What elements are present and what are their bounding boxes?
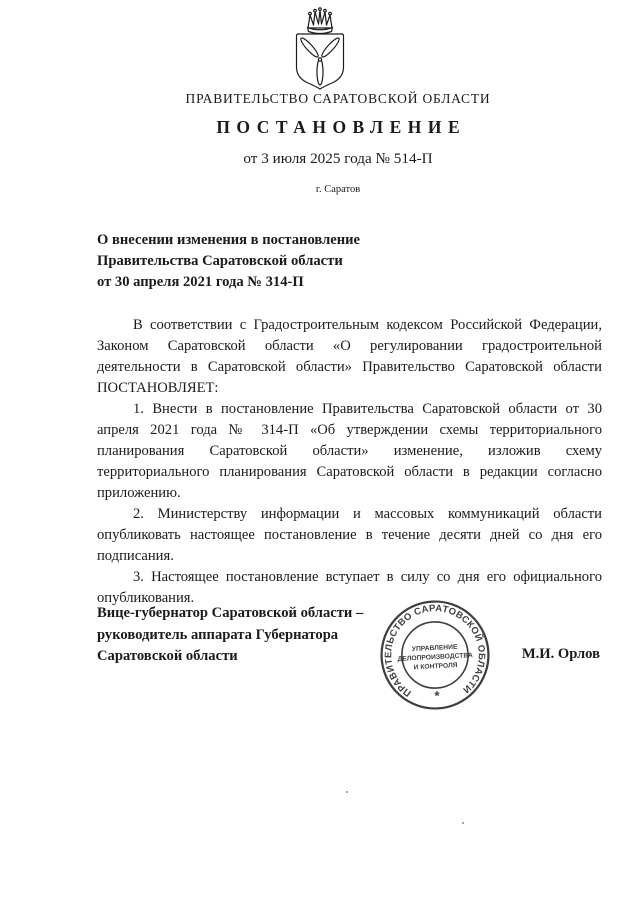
seal-center-line: ДЕЛОПРОИЗВОДСТВА: [397, 652, 473, 664]
signer-position-line: Вице-губернатор Саратовской области –: [97, 605, 364, 621]
scan-speck: [462, 822, 464, 824]
official-seal-stamp: [378, 598, 492, 712]
paragraph-item-2: 2. Министерству информации и массовых коммуникаций области опубликовать настоящее постановление в течение десяти дней со дня его подписания.: [97, 506, 602, 564]
paragraph-item-1: 1. Внести в постановление Правительства Саратовской области от 30 апреля 2021 года № 314-П «Об утверждении схемы территориального планирования Саратовской области» изменение, изложив схему территориального планирования Саратовской области в редакции согласно приложению.: [97, 401, 602, 501]
paragraph-preamble: В соответствии с Градостроительным кодексом Российской Федерации, Законом Саратовской области «О регулировании градостроительной деятельности в Саратовской области» Правительство Саратовской области ПОСТАНОВЛЯЕТ:: [97, 317, 602, 396]
doc-title-line: Правительства Саратовской области: [97, 253, 343, 269]
coat-of-arms-icon: [290, 6, 350, 90]
saratov-coat-of-arms-icon: [290, 6, 350, 90]
paragraph-item-3: 3. Настоящее постановление вступает в силу со дня его официального опубликования.: [97, 569, 602, 606]
org-name: ПРАВИТЕЛЬСТВО САРАТОВСКОЙ ОБЛАСТИ: [185, 91, 491, 106]
doc-title-line: О внесении изменения в постановление: [97, 232, 361, 248]
doc-title: [97, 230, 527, 293]
seal-ring-text: ПРАВИТЕЛЬСТВО САРАТОВСКОЙ ОБЛАСТИ: [383, 603, 487, 699]
doc-city: г. Саратов: [315, 184, 361, 195]
signer-position-line: руководитель аппарата Губернатора: [97, 626, 339, 643]
seal-star: *: [434, 688, 441, 704]
signer-name: М.И. Орлов: [521, 645, 600, 662]
doc-body: [97, 315, 602, 609]
signature-block: [97, 603, 602, 668]
signer-position-line: Саратовской области: [97, 648, 238, 664]
doc-type-heading: ПОСТАНОВЛЕНИЕ: [216, 117, 467, 137]
round-seal-icon: [378, 598, 492, 712]
seal-center-line: И КОНТРОЛЯ: [413, 662, 458, 672]
seal-center-line: УПРАВЛЕНИЕ: [411, 643, 458, 654]
doc-date-number: от 3 июля 2025 года № 514-П: [243, 150, 433, 167]
signer-position: [97, 603, 407, 668]
scan-speck: [346, 791, 348, 793]
doc-title-line: от 30 апреля 2021 года № 314-П: [97, 274, 304, 290]
